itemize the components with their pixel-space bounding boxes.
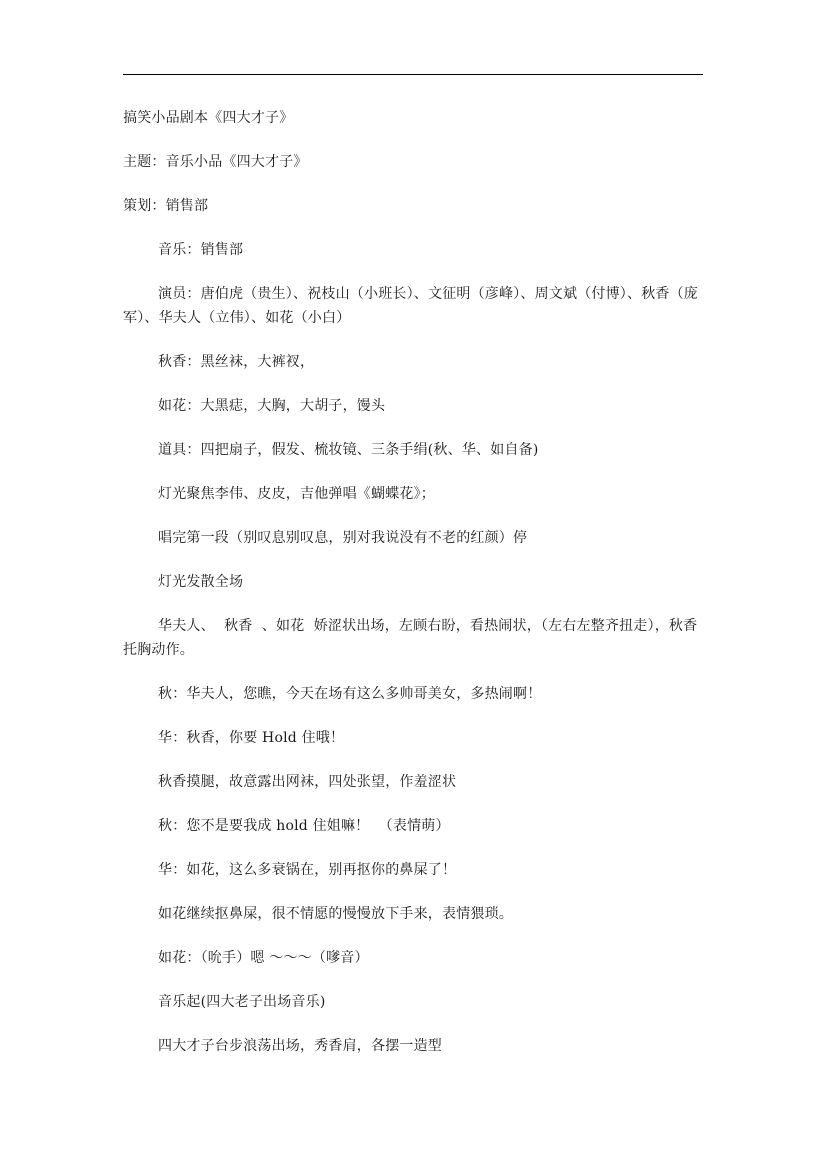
paragraph-planner: 策划：销售部 <box>123 198 209 214</box>
header-rule <box>123 74 703 75</box>
paragraph-lighting-focus: 灯光聚焦李伟、皮皮，吉他弹唱《蝴蝶花》； <box>158 486 435 502</box>
paragraph-dialogue: 秋：华夫人，您瞧，今天在场有这么多帅哥美女，多热闹啊！ <box>158 686 542 702</box>
paragraph-theme: 主题：音乐小品《四大才子》 <box>123 154 308 170</box>
paragraph-stage-direction: 秋香摸腿，故意露出网袜，四处张望，作羞涩状 <box>158 774 457 790</box>
paragraph-qiuxiang-costume: 秋香：黑丝袜，大裤衩， <box>158 354 315 370</box>
paragraph-props: 道具：四把扇子，假发、梳妆镜、三条手绢(秋、华、如自备) <box>158 442 539 458</box>
paragraph-cast: 演员：唐伯虎（贵生）、祝枝山（小班长）、文征明（彦峰）、周文斌（付博）、秋香（庞军）、华夫人（立伟）、如花（小白） <box>123 286 698 326</box>
paragraph-stage-direction: 如花继续抠鼻屎，很不情愿的慢慢放下手来，表情猥琐。 <box>158 906 513 922</box>
paragraph-music-cue: 音乐起(四大老子出场音乐) <box>158 994 326 1010</box>
paragraph-song-stop: 唱完第一段（别叹息别叹息，别对我说没有不老的红颜）停 <box>158 530 528 546</box>
paragraph-dialogue: 华：秋香，你要 Hold 住哦！ <box>158 730 345 746</box>
paragraph-dialogue: 如花：（吮手）嗯 ～～～（嗲音） <box>158 950 369 966</box>
paragraph-title: 搞笑小品剧本《四大才子》 <box>123 110 294 126</box>
paragraph-music: 音乐：销售部 <box>158 242 244 258</box>
paragraph-ruhua-costume: 如花：大黑痣，大胸，大胡子，馒头 <box>158 398 386 414</box>
paragraph-stage-direction: 四大才子台步浪荡出场，秀香肩，各摆一造型 <box>158 1038 442 1054</box>
paragraph-lighting-spread: 灯光发散全场 <box>158 574 244 590</box>
document-body <box>123 106 705 1078</box>
paragraph-entrance: 华夫人、 秋香 、如花 娇涩状出场，左顾右盼，看热闹状，（左右左整齐扭走），秋香托胸动作。 <box>123 618 698 658</box>
paragraph-dialogue: 华：如花，这么多衰锅在，别再抠你的鼻屎了！ <box>158 862 457 878</box>
paragraph-dialogue: 秋：您不是要我成 hold 住姐嘛！ （表情萌） <box>158 818 450 834</box>
